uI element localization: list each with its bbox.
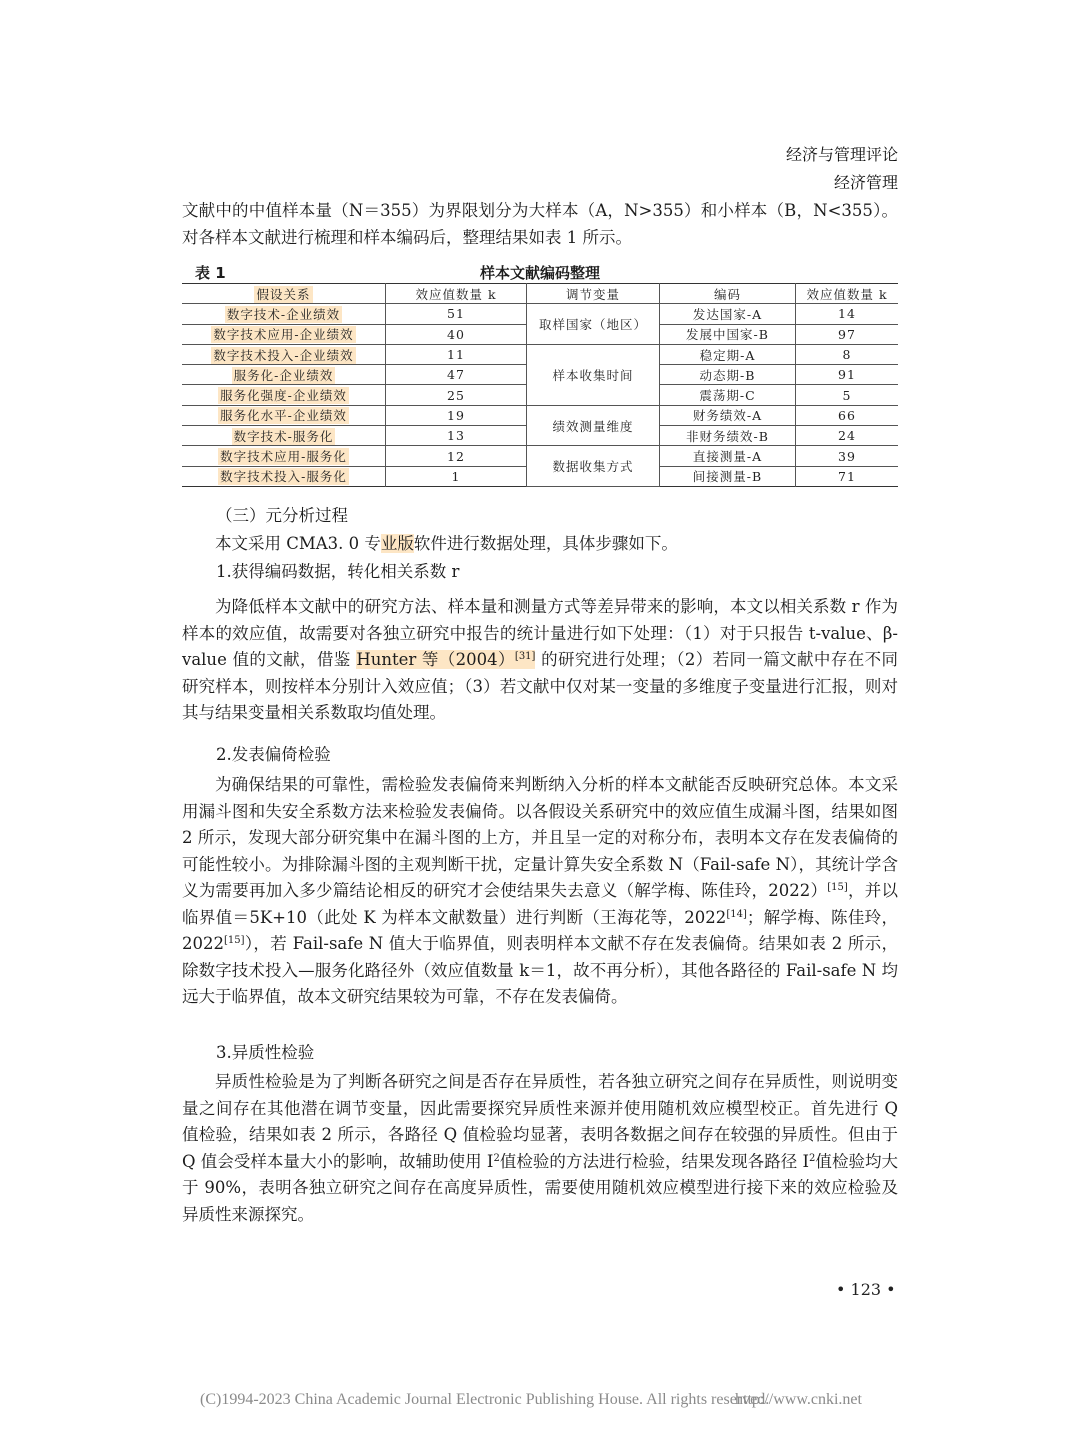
code-cell: 发达国家-A	[660, 304, 796, 324]
hypothesis-k-cell: 19	[386, 405, 527, 425]
code-cell: 间接测量-B	[660, 466, 796, 486]
moderator-cell: 绩效测量维度	[527, 405, 660, 446]
code-cell: 稳定期-A	[660, 344, 796, 364]
hypothesis-k-cell: 1	[386, 466, 527, 486]
section-heading: （三）元分析过程	[216, 506, 348, 525]
code-k-cell: 71	[796, 466, 899, 486]
citation-hunter: Hunter 等（2004）[31]	[356, 650, 536, 669]
table-header-row	[182, 284, 898, 304]
hypothesis-cell: 数字技术-服务化	[182, 426, 386, 446]
intro-paragraph: 文献中的中值样本量（N＝355）为界限划分为大样本（A，N>355）和小样本（B，N<355）。对各样本文献进行梳理和样本编码后，整理结果如表 1 所示。	[182, 201, 898, 247]
table-header-cell: 假设关系	[182, 284, 386, 304]
hypothesis-cell: 数字技术投入-服务化	[182, 466, 386, 486]
section-name: 经济管理	[833, 173, 898, 192]
table-header-cell: 编码	[660, 284, 796, 304]
hypothesis-cell: 服务化水平-企业绩效	[182, 405, 386, 425]
code-cell: 动态期-B	[660, 365, 796, 385]
software-paragraph: 本文采用 CMA3. 0 专业版软件进行数据处理，具体步骤如下。	[215, 534, 678, 553]
sample-coding-table	[182, 283, 898, 487]
code-k-cell: 91	[796, 365, 899, 385]
hypothesis-k-cell: 40	[386, 324, 527, 344]
table-header-cell: 效应值数量 k	[796, 284, 899, 304]
cnki-url: http://www.cnki.net	[735, 1391, 862, 1408]
table-row	[182, 344, 898, 364]
page-number: • 123 •	[836, 1280, 896, 1299]
table-row	[182, 304, 898, 324]
hypothesis-k-cell: 13	[386, 426, 527, 446]
hypothesis-k-cell: 11	[386, 344, 527, 364]
code-cell: 发展中国家-B	[660, 324, 796, 344]
moderator-cell: 取样国家（地区）	[527, 304, 660, 345]
code-k-cell: 66	[796, 405, 899, 425]
hypothesis-cell: 数字技术-企业绩效	[182, 304, 386, 324]
hypothesis-cell: 数字技术应用-服务化	[182, 446, 386, 466]
hypothesis-k-cell: 12	[386, 446, 527, 466]
table-header-cell: 效应值数量 k	[386, 284, 527, 304]
table-row	[182, 446, 898, 466]
code-cell: 震荡期-C	[660, 385, 796, 405]
step2-heading: 2.发表偏倚检验	[216, 745, 331, 764]
code-k-cell: 97	[796, 324, 899, 344]
step2-paragraph: 为确保结果的可靠性，需检验发表偏倚来判断纳入分析的样本文献能否反映研究总体。本文采用漏斗图和失安全系数方法来检验发表偏倚。以各假设关系研究中的效应值生成漏斗图，结果如图 2 所示，发现大部分研究集中在漏斗图的上方，并且呈一定的对称分布，表明本文存在发表偏倚的可能性较小。为排除漏斗图的主观判断干扰，定量计算失安全系数 N（Fail-safe N），其统计学含义为需要再加入多少篇结论相反的研究才会使结果失去意义（解学梅、陈佳玲，2022）[15]，并以临界值＝5K+10（此处 K 为样本文献数量）进行判断（王海花等，2022[14]；解学梅、陈佳玲，2022[15]），若 Fail-safe N 值大于临界值，则表明样本文献不存在发表偏倚。结果如表 2 所示，除数字技术投入—服务化路径外（效应值数量 k＝1，故不再分析），其他各路径的 Fail-safe N 均远大于临界值，故本文研究结果较为可靠，不存在发表偏倚。	[182, 775, 899, 1006]
code-k-cell: 14	[796, 304, 899, 324]
hypothesis-k-cell: 25	[386, 385, 527, 405]
code-k-cell: 39	[796, 446, 899, 466]
step1-heading: 1.获得编码数据，转化相关系数 r	[216, 562, 460, 581]
code-cell: 直接测量-A	[660, 446, 796, 466]
hypothesis-cell: 数字技术应用-企业绩效	[182, 324, 386, 344]
table-row	[182, 405, 898, 425]
moderator-cell: 样本收集时间	[527, 344, 660, 405]
code-k-cell: 5	[796, 385, 899, 405]
code-k-cell: 8	[796, 344, 899, 364]
hypothesis-k-cell: 47	[386, 365, 527, 385]
hypothesis-cell: 数字技术投入-企业绩效	[182, 344, 386, 364]
hypothesis-k-cell: 51	[386, 304, 527, 324]
code-k-cell: 24	[796, 426, 899, 446]
code-cell: 财务绩效-A	[660, 405, 796, 425]
table-header-cell: 调节变量	[527, 284, 660, 304]
journal-name: 经济与管理评论	[785, 145, 898, 164]
highlighted-text: 业版	[380, 534, 414, 553]
step3-heading: 3.异质性检验	[216, 1043, 315, 1062]
step3-paragraph: 异质性检验是为了判断各研究之间是否存在异质性，若各独立研究之间存在异质性，则说明变量之间存在其他潜在调节变量，因此需要探究异质性来源并使用随机效应模型校正。首先进行 Q 值检验，结果如表 2 所示，各路径 Q 值检验均显著，表明各数据之间存在较强的异质性。但由于 Q 值会受样本量大小的影响，故辅助使用 $I^2$值检验的方法进行检验，结果发现各路径 $I^2$值检验均大于 90%，表明各独立研究之间存在高度异质性，需要使用随机效应模型进行接下来的效应检验及异质性来源探究。	[182, 1072, 899, 1224]
code-cell: 非财务绩效-B	[660, 426, 796, 446]
table-caption: 样本文献编码整理	[479, 264, 600, 282]
hypothesis-cell: 服务化强度-企业绩效	[182, 385, 386, 405]
moderator-cell: 数据收集方式	[527, 446, 660, 487]
step1-paragraph: 为降低样本文献中的研究方法、样本量和测量方式等差异带来的影响，本文以相关系数 r 作为样本的效应值，故需要对各独立研究中报告的统计量进行如下处理：（1）对于只报告 t-value、β-value 值的文献，借鉴 Hunter 等（2004）[31] 的研究进行处理；（2）若同一篇文献中存在不同研究样本，则按样本分别计入效应值；（3）若文献中仅对某一变量的多维度子变量进行汇报，则对其与结果变量相关系数取均值处理。	[182, 597, 898, 722]
copyright-notice: (C)1994-2023 China Academic Journal Electronic Publishing House. All rights reserved.	[200, 1391, 770, 1408]
hypothesis-cell: 服务化-企业绩效	[182, 365, 386, 385]
table-label: 表 1	[195, 264, 226, 282]
